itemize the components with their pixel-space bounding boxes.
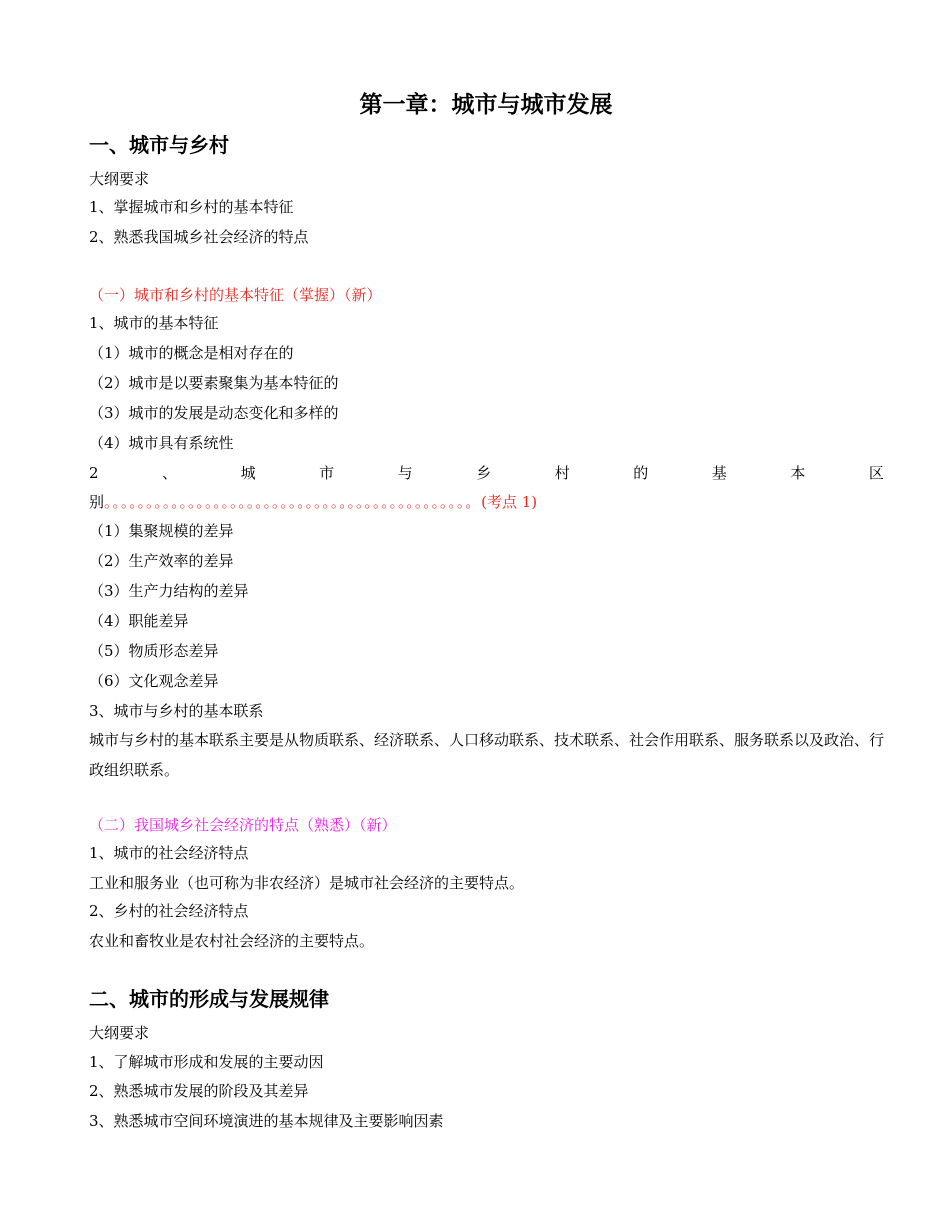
list-item: （4）职能差异 — [89, 612, 189, 630]
heading-char: 与 — [397, 464, 413, 482]
list-item: （5）物质形态差异 — [89, 642, 219, 660]
list-heading: 2、乡村的社会经济特点 — [89, 902, 249, 920]
list-item: （2）生产效率的差异 — [89, 552, 234, 570]
difference-heading — [89, 462, 884, 484]
list-item: （4）城市具有系统性 — [89, 434, 234, 452]
heading-char: 区 — [868, 464, 884, 482]
list-heading: 3、城市与乡村的基本联系 — [89, 702, 264, 720]
heading-char: 2 — [89, 464, 99, 482]
heading-char: 本 — [790, 464, 806, 482]
outline-label: 大纲要求 — [89, 1024, 150, 1042]
heading-tail: 别 — [89, 493, 105, 511]
difference-heading-continued — [89, 491, 537, 513]
list-item: （1）集聚规模的差异 — [89, 522, 234, 540]
list-heading: 1、城市的基本特征 — [89, 314, 219, 332]
outline-item: 1、掌握城市和乡村的基本特征 — [89, 198, 294, 216]
list-item: （6）文化观念差异 — [89, 672, 219, 690]
list-heading: 1、城市的社会经济特点 — [89, 844, 249, 862]
outline-label: 大纲要求 — [89, 170, 150, 188]
exam-point-tag: (考点 1) — [481, 493, 538, 511]
heading-char: 、 — [162, 464, 178, 482]
section-heading-2: 二、城市的形成与发展规律 — [89, 987, 329, 1011]
list-item: （1）城市的概念是相对存在的 — [89, 344, 294, 362]
list-item: （2）城市是以要素聚集为基本特征的 — [89, 374, 339, 392]
heading-char: 的 — [633, 464, 649, 482]
subsection-title-1: （一）城市和乡村的基本特征（掌握）（新） — [89, 286, 382, 304]
heading-char: 村 — [554, 464, 570, 482]
list-item: （3）生产力结构的差异 — [89, 582, 249, 600]
leader-dots: 。。。。。。。。。。。。。。。。。。。。。。。。。。。。。。。。。。。。。。。。。。。。 — [104, 493, 482, 511]
outline-item: 2、熟悉我国城乡社会经济的特点 — [89, 228, 309, 246]
outline-item: 3、熟悉城市空间环境演进的基本规律及主要影响因素 — [89, 1112, 444, 1130]
heading-char: 城 — [240, 464, 256, 482]
links-paragraph: 城市与乡村的基本联系主要是从物质联系、经济联系、人口移动联系、技术联系、社会作用联系、服务联系以及政治、行政组织联系。 — [89, 731, 885, 779]
outline-item: 2、熟悉城市发展的阶段及其差异 — [89, 1082, 309, 1100]
outline-item: 1、了解城市形成和发展的主要动因 — [89, 1053, 324, 1071]
heading-char: 市 — [319, 464, 335, 482]
list-item: （3）城市的发展是动态变化和多样的 — [89, 404, 339, 422]
paragraph: 农业和畜牧业是农村社会经济的主要特点。 — [89, 932, 375, 950]
section-heading-1: 一、城市与乡村 — [89, 133, 229, 157]
subsection-title-2: （二）我国城乡社会经济的特点（熟悉）（新） — [89, 816, 397, 834]
paragraph: 工业和服务业（也可称为非农经济）是城市社会经济的主要特点。 — [89, 874, 525, 892]
heading-char: 基 — [711, 464, 727, 482]
heading-char: 乡 — [476, 464, 492, 482]
chapter-title: 第一章：城市与城市发展 — [359, 92, 613, 118]
